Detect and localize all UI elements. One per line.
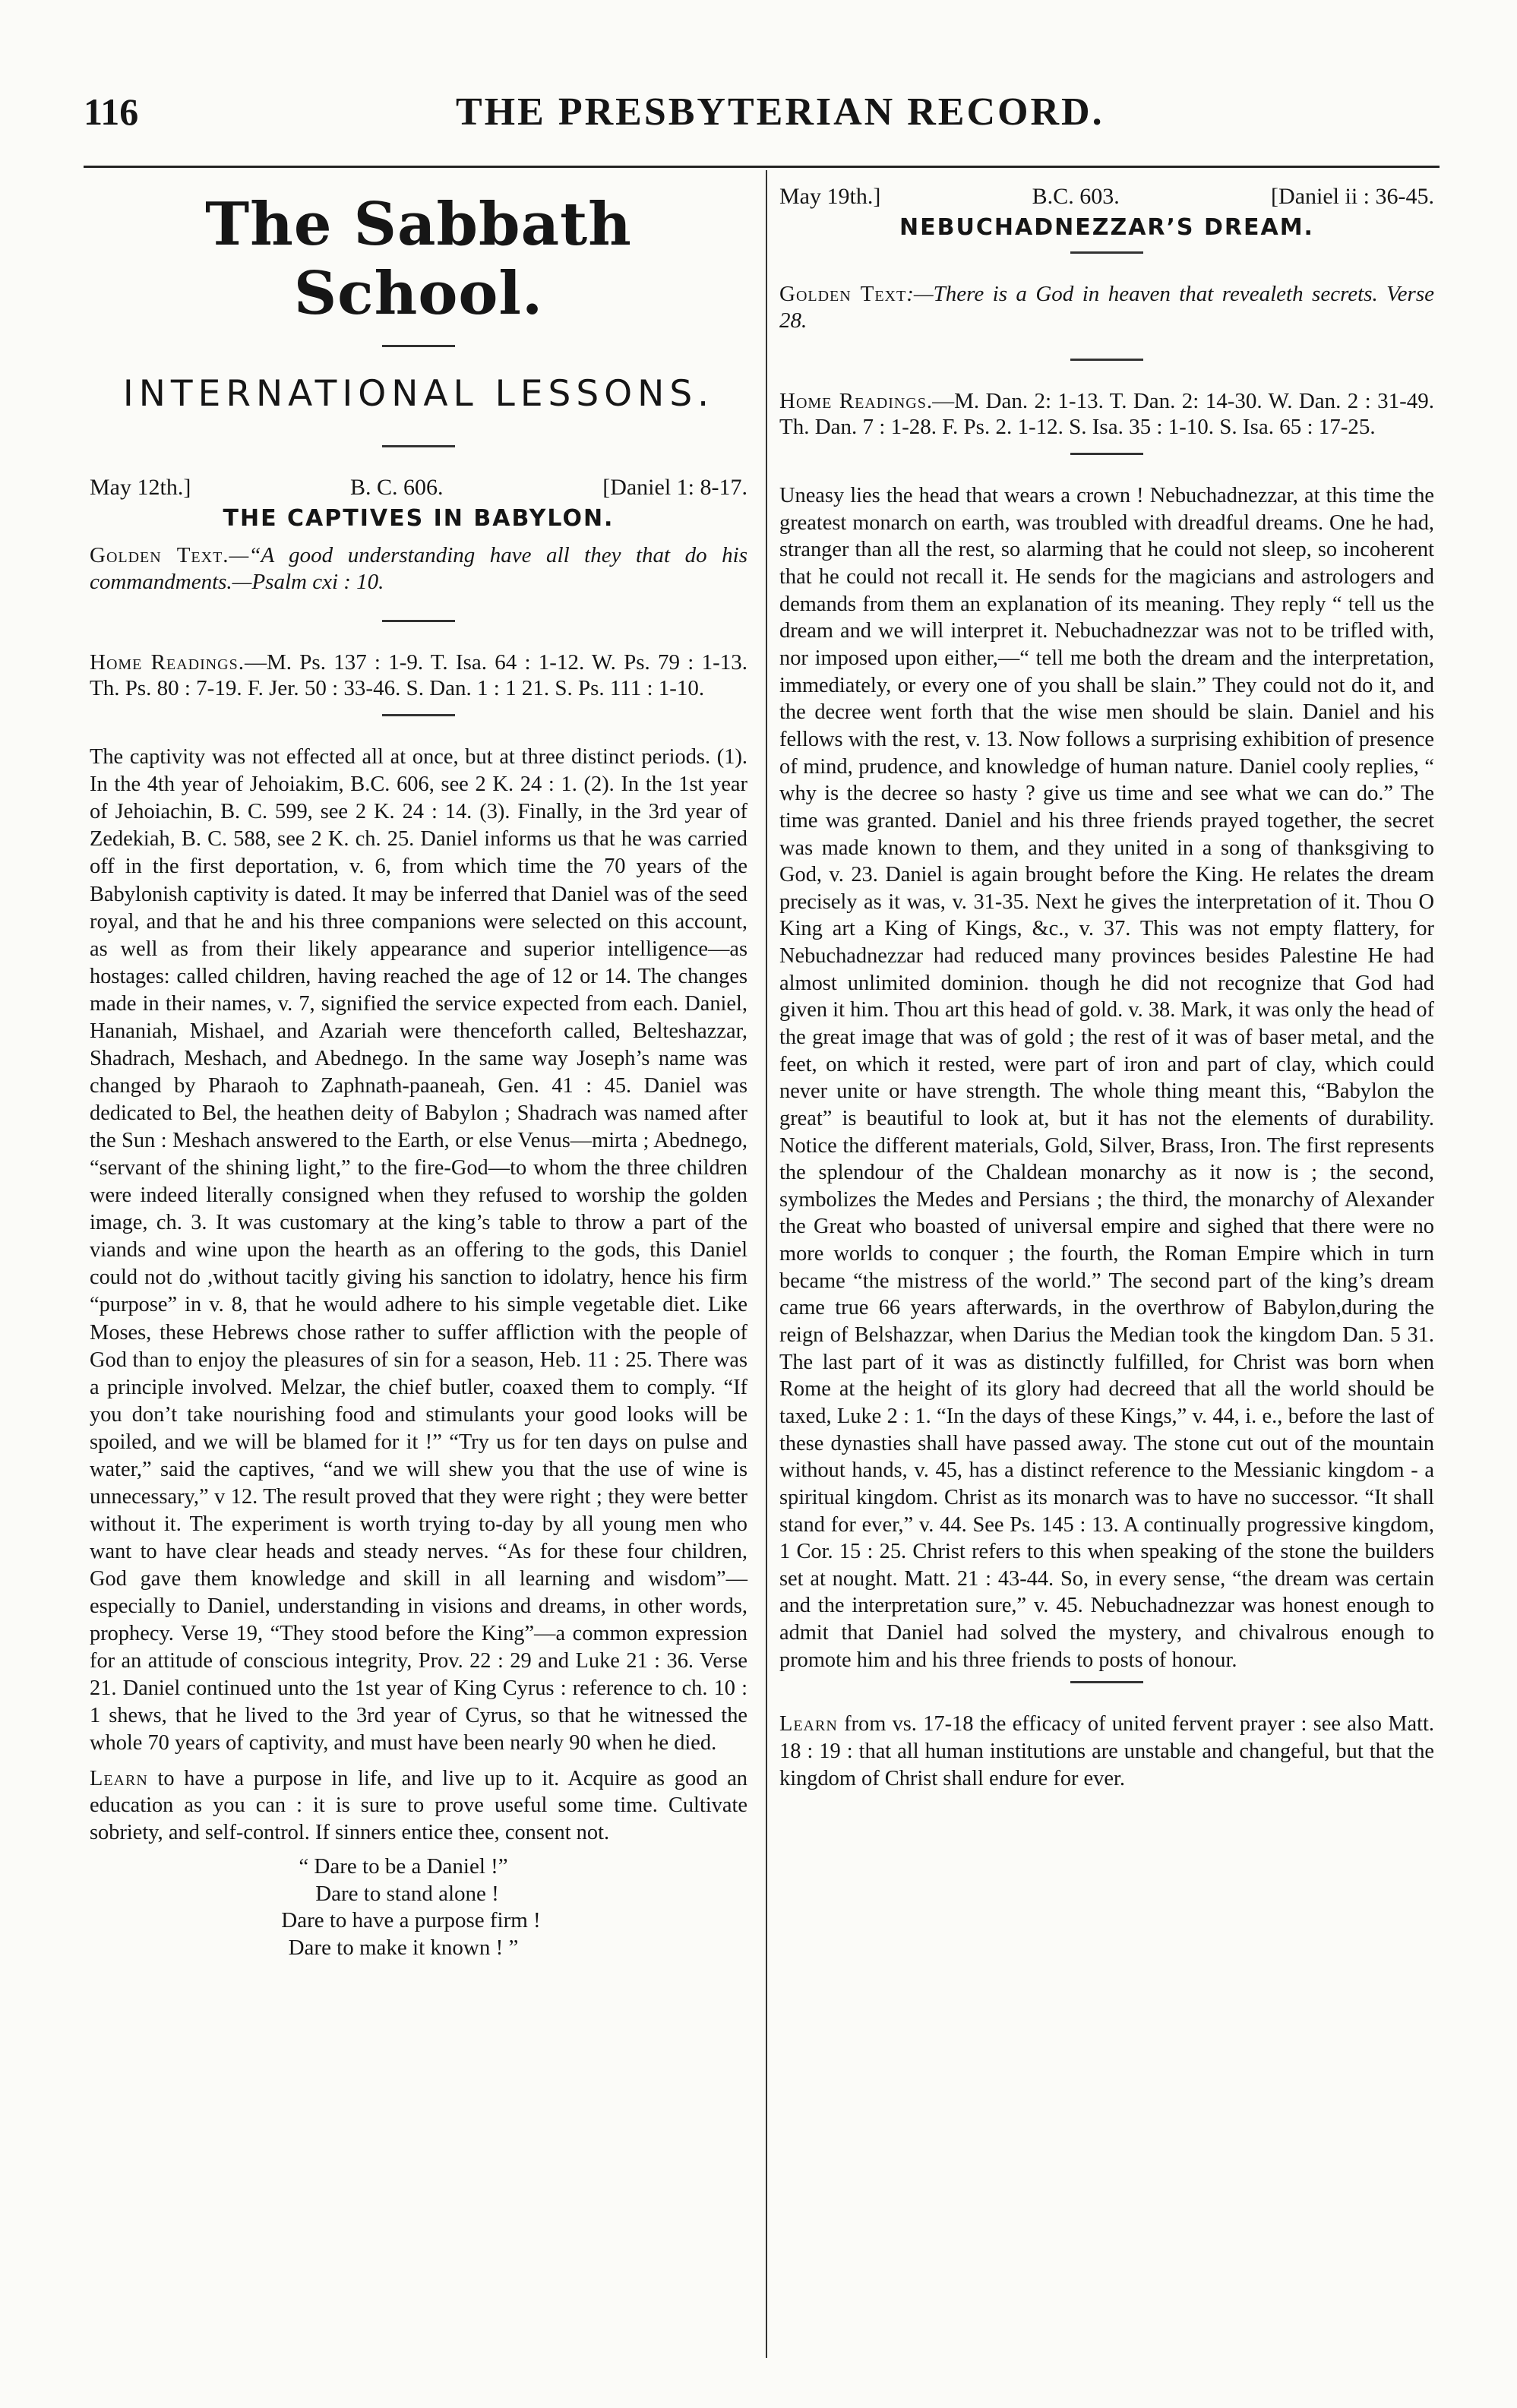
lesson-year: B.C. 603. — [1032, 184, 1120, 209]
lesson-commentary: Uneasy lies the head that wears a crown ! Nebuchadnezzar, at this time the greatest monarch on earth, was troubled with dreadful dreams. One he had, stranger than all the rest, so alarming that he could not sleep, so incoherent that he could not recall it. He sends for the magicians and astrologers and demands from them an explanation of its meaning. They reply “ tell us the dream and we will interpret it. Nebuchadnezzar was not to be trifled with, nor imposed upon either,—“ tell me both the dream and the interpretation, immediately, or every one of you shall be slain.” They could not do it, and the decree went forth that the wise men should be slain. Daniel and his fellows with the rest, v. 13. Now follows a surprising exhibition of presence of mind, prudence, and knowledge of human nature. Daniel cooly replies, “ why is the decree so hasty ? give us time and see what we can do.” The time was granted. Daniel and his three friends prayed together, the secret was made known to them, and they united in a song of thanksgiving to God, v. 23. Daniel is again brought before the King. He relates the dream precisely as it was, v. 31-35. Next he gives the interpretation of it. Thou O King art a King of Kings, &c., v. 37. This was not empty flattery, for Nebuchadnezzar had reduced many provinces besides Palestine He had almost unlimited dominion. though he did not recognize that God had given it him. Thou art this head of gold. v. 38. Mark, it was only the head of the great image that was of gold ; the rest of it was of baser metal, and the feet, on which it rested, were part of iron and part of clay, which could never unite or have strength. The whole thing meant this, “Babylon the great” is beautiful to look at, but it has not the elements of durability. Notice the different materials, Gold, Silver, Brass, Iron. The first represents the splendour of the Chaldean monarchy as it now is ; the second, symbolizes the Medes and Persians ; the third, the monarchy of Alexander the Great who boasted of universal empire and sighed that there were no more worlds to conquer ; the fourth, the Roman Empire which in turn became “the mistress of the world.” The second part of the king’s dream came true 66 years afterwards, in the overthrow of Babylon,during the reign of Belshazzar, when Darius the Median took the kingdom Dan. 5 31. The last part of it was as distinctly fulfilled, for Christ was born when Rome at the height of its glory had decreed that all the world should be taxed, Luke 2 : 1. “In the days of these Kings,” v. 44, i. e., before the last of these dynasties shall have passed away. The stone cut out of the mountain without hands, v. 45, has a distinct reference to the Messianic kingdom - a spiritual kingdom. Christ as its monarch was to have no successor. “It shall stand for ever,” v. 44. See Ps. 145 : 13. A continually progressive kingdom, 1 Cor. 15 : 25. Christ refers to this when speaking of the stone the builders set at nought. Matt. 21 : 43-44. So, in every sense, “the dream was certain and the interpretation sure,” v. 45. Nebuchadnezzar was honest enough to admit that Daniel had solved the mystery, and chivalrous enough to promote him and his three friends to posts of honour. — [779, 484, 1434, 1672]
poem-line: Dare to have a purpose firm ! — [281, 1908, 541, 1933]
golden-text — [90, 542, 747, 596]
lesson-reference: [Daniel ii : 36-45. — [1271, 184, 1434, 209]
golden-text-label: Golden Text — [779, 282, 907, 306]
lesson-year: B. C. 606. — [350, 475, 444, 500]
lesson-header — [90, 475, 747, 501]
right-column — [779, 176, 1434, 1800]
ornament-rule — [382, 345, 455, 347]
ornament-rule — [382, 620, 455, 622]
ornament-rule — [1070, 251, 1143, 254]
golden-text — [779, 281, 1434, 334]
left-column — [90, 176, 747, 1961]
home-readings-label: Home Readings. — [90, 649, 245, 675]
learn-text: from vs. 17-18 the efficacy of united fervent prayer : see also Matt. 18 : 19 : that all human institutions are unstable and changeful, but that the kingdom of Christ shall endure for ever. — [779, 1712, 1434, 1790]
home-readings — [779, 388, 1434, 441]
ornament-rule — [382, 445, 455, 447]
golden-text-body: —“A good understanding have all they that do his commandments.—Psalm cxi : 10. — [90, 543, 747, 594]
lessons-banner: INTERNATIONAL LESSONS. — [122, 373, 715, 415]
lesson-date: May 19th.] — [779, 184, 881, 209]
golden-text-label: Golden Text. — [90, 543, 229, 567]
ornament-rule — [382, 714, 455, 716]
header-rule — [84, 166, 1440, 168]
lesson-title: NEBUCHADNEZZAR’S DREAM. — [899, 214, 1314, 241]
lesson-commentary: The captivity was not effected all at once, but at three distinct periods. (1). In the 4th year of Jehoiakim, B.C. 606, see 2 K. 24 : 1. (2). In the 1st year of Jehoiachin, B. C. 599, see 2 K. 24 : 14. (3). Finally, in the 3rd year of Zedekiah, B. C. 588, see 2 K. ch. 25. Daniel informs us that he was carried off in the first deportation, v. 6, from which time the 70 years of the Babylonish captivity is dated. It may be inferred that Daniel was of the seed royal, and that he and his three companions were selected on this account, as well as from their likely appearance and superior intelligence—as hostages: called children, having reached the age of 12 or 14. The changes made in their names, v. 7, signified the service expected from each. Daniel, Hananiah, Mishael, and Azariah were thenceforth called, Belteshazzar, Shadrach, Meshach, and Abednego. In the same way Joseph’s name was changed by Pharaoh to Zaphnath-paaneah, Gen. 41 : 45. Daniel was dedicated to Bel, the heathen deity of Babylon ; Shadrach was named after the Sun : Meshach answered to the Earth, or else Venus—mirta ; Abednego, “servant of the shining light,” to the fire-God—to whom the three children were indeed literally consigned when they refused to worship the golden image, ch. 3. It was customary at the king’s table to throw a part of the viands and wine upon the hearth as an offering to the gods, this Daniel could not do ,without tacitly giving his sanction to idolatry, hence his firm “purpose” in v. 8, that he would adhere to his simple vegetable diet. Like Moses, these Hebrews chose rather to suffer affliction with the people of God than to enjoy the pleasures of sin for a season, Heb. 11 : 25. There was a principle involved. Melzar, the chief butler, coaxed them to comply. “If you don’t take nourishing food and stimulants your good looks will be spoiled, and we will be blamed for it !” “Try us for ten days on pulse and water,” said the captives, “and we will shew you that the use of wine is unnecessary,” v 12. The result proved that they were right ; they were better without it. The experiment is worth trying to-day by all young men who want to have clear heads and steady nerves. “As for these four children, God gave them knowledge and skill in all learning and wisdom”—especially to Daniel, understanding in visions and dreams, in other words, prophecy. Verse 19, “They stood before the King”—a common expression for an attitude of conscious integrity, Prov. 22 : 29 and Luke 21 : 36. Verse 21. Daniel continued unto the 1st year of King Cyrus : reference to ch. 10 : 1 shews, that he lived to the 3rd year of Cyrus, so that he witnessed the whole 70 years of captivity, and must have been nearly 90 when he died. — [90, 745, 747, 1755]
ornament-rule — [1070, 359, 1143, 361]
learn-label: Learn — [779, 1712, 838, 1736]
home-readings-label: Home Readings — [779, 388, 927, 413]
poem-line: Dare to make it known ! ” — [288, 1935, 519, 1960]
poem-line: “ Dare to be a Daniel !” — [299, 1854, 508, 1879]
home-readings — [90, 649, 747, 703]
column-divider — [766, 170, 767, 2358]
lesson-date: May 12th.] — [90, 475, 191, 500]
golden-text-body: :—There is a God in heaven that revealeth secrets. Verse 28. — [779, 282, 1434, 333]
lesson-reference: [Daniel 1: 8-17. — [602, 475, 747, 500]
learn-text: to have a purpose in life, and live up to it. Acquire as good an education as you can : it is sure to prove useful some time. Cultivate sobriety, and self-control. If sinners entice thee, consent not. — [90, 1766, 747, 1844]
poem-line: Dare to stand alone ! — [315, 1881, 499, 1906]
home-readings-list: .—M. Dan. 2: 1-13. T. Dan. 2: 14-30. W. Dan. 2 : 31-49. Th. Dan. 7 : 1-28. F. Ps. 2. 1-12. S. Isa. 35 : 1-10. S. Isa. 65 : 17-25. — [779, 388, 1434, 440]
learn-label: Learn — [90, 1766, 148, 1790]
poem — [90, 1853, 747, 1961]
learn-paragraph — [779, 1711, 1434, 1792]
section-title: The Sabbath School. — [205, 190, 632, 328]
lesson-header — [779, 184, 1434, 210]
lesson-title: THE CAPTIVES IN BABYLON. — [223, 505, 615, 532]
ornament-rule — [1070, 453, 1143, 455]
learn-paragraph — [90, 1765, 747, 1847]
home-readings-list: —M. Ps. 137 : 1-9. T. Isa. 64 : 1-12. W. Ps. 79 : 1-13. Th. Ps. 80 : 7-19. F. Jer. 50 : 33-46. S. Dan. 1 : 1 21. S. Ps. 111 : 1-10. — [90, 649, 747, 701]
running-head — [84, 90, 1451, 143]
ornament-rule — [1070, 1681, 1143, 1683]
page-number: 116 — [84, 90, 139, 133]
journal-title: THE PRESBYTERIAN RECORD. — [456, 90, 1105, 134]
